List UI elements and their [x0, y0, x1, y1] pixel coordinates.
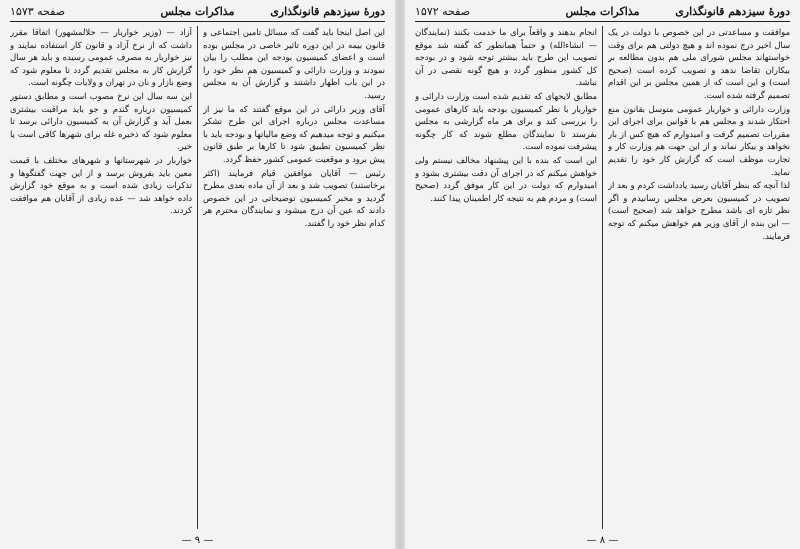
paragraph: لذا آنچه که بنظر آقایان رسید یادداشت کردم و بعد از تصویب در کمیسیون بعرض مجلس رسانیدم و اگر نظر تازه ای باشد مطرح خواهد شد (صحیح است) — این بنده از آقای وزیر هم خواهش میکنم که توجه فرمایند. — [608, 180, 790, 241]
page-header — [10, 4, 385, 20]
column-left — [415, 26, 597, 529]
column-divider — [602, 26, 603, 529]
text-columns — [10, 26, 385, 529]
header-rule — [415, 21, 790, 22]
column-divider — [197, 26, 198, 529]
header-rule — [10, 21, 385, 22]
paragraph: این سه سال این نرخ مصوب است و مطابق دستور کمیسیون درباره گندم و جو باید مراقبت بیشتری بعمل آید و گزارش آن به کمیسیون دارائی برسد تا معلوم شود که ذخیره غله برای شهرها کافی است یا خیر. — [10, 90, 192, 152]
book-gutter — [395, 0, 405, 549]
paragraph: آزاد — (وزیر خواربار — حلالمشهور) اتفاقا مقرر داشت که از نرخ آزاد و قانون کار استفاده نمایند و نیز خواربار به مصرف عمومی رسیده و باید هر سال گزارش کار به مجلس تقدیم گردد تا معلوم شود که وضع بازار و نان در تهران و ولایات چگونه است. — [10, 27, 192, 88]
paragraph: آقای وزیر دارائی در این موقع گفتند که ما نیز از مساعدت مجلس درباره اجرای این طرح تشکر میکنیم و توجه میدهیم که وضع مالیاتها و بودجه باید با نظر کمیسیون تطبیق شود تا کارها بر طبق قانون پیش برود و موقعیت عمومی کشور حفظ گردد. — [203, 103, 385, 164]
paragraph: این اصل اینجا باید گفت که مسائل تامین اجتماعی و قانون بیمه در این دوره تاثیر خاصی در مجلس بوده است و اعضای کمیسیون بودجه این مطلب را بیان نمودند و وزارت دارائی و کمیسیون هم نظر خود را در این باب اظهار داشتند و گزارش آن به مجلس رسید. — [203, 27, 385, 100]
column-right — [203, 26, 385, 529]
session-title: دورهٔ سیزدهم قانونگذاری — [675, 5, 790, 18]
page-number: — ۹ — — [181, 535, 214, 546]
paragraph: رئیس — آقایان موافقین قیام فرمایند (اکثر برخاستند) تصویب شد و بعد از آن ماده بعدی مطرح گردید و مخبر کمیسیون توضیحاتی در این خصوص دادند که عین آن درج میشود و نمایندگان محترم هر کدام نظر خود را گفتند. — [203, 167, 385, 228]
text-columns — [415, 26, 790, 529]
running-title: مذاکرات مجلس — [565, 5, 640, 18]
session-title: دورهٔ سیزدهم قانونگذاری — [270, 5, 385, 18]
paragraph: وزارت دارائی و خواربار عمومی متوسل بقانون منع احتکار شدند و مجلس هم با قوانین برای اجرای این مقررات تصمیم گرفت و امیدوارم که هیچ کس از بار نخواهد و بیکار نماند و از این جهت هم وزارت کار و تجارت موظف است که گزارش کار خود را تقدیم نماید. — [608, 103, 790, 177]
paragraph: خواربار در شهرستانها و شهرهای مختلف با قیمت معین باید بفروش برسد و از این جهت گفتگوها و تذکرات زیادی شده است و به موقع خود گزارش داده خواهد شد — عده زیادی از آقایان هم موافقت کردند. — [10, 154, 192, 216]
paragraph: مطابق لایحهای که تقدیم شده است وزارت دارائی و خواربار با نظر کمیسیون بودجه باید کارهای عمومی را بررسی کند و برای هر ماه گزارشی به مجلس بفرستد تا نمایندگان مطلع شوند که کار چگونه پیشرفت نموده است. — [415, 90, 597, 152]
column-right — [608, 26, 790, 529]
column-left — [10, 26, 192, 529]
running-title: مذاکرات مجلس — [160, 5, 235, 18]
paragraph: این است که بنده با این پیشنهاد مخالف نیستم ولی خواهش میکنم که در اجرای آن دقت بیشتری بشود و امیدوارم که دولت در این کار موفق گردد (صحیح است) و مردم هم به نتیجه کار اطمینان پیدا کنند. — [415, 154, 597, 203]
page-label: صفحه ۱۵۷۲ — [415, 5, 471, 18]
left-page — [0, 0, 395, 549]
paragraph: موافقت و مساعدتی در این خصوص با دولت در یک سال اخیر درج نموده اند و هیچ دولتی هم برای وقت خواستهاند مجلس شورای ملی هم بدون مطالعه بر بیکاران تقاضا ندهد و تصویب کرده است (صحیح است) و این است که از همین مجلس بر این اقدام تصمیم گرفته شده است. — [608, 27, 790, 100]
page-number: — ۸ — — [586, 535, 619, 546]
paragraph: انجام بدهند و واقعاً برای ما خدمت بکنند (نمایندگان — انشاءالله) و حتماً همانطور که گفته شد موقع تصویب این طرح باید بیشتر توجه شود و در بودجه کل کشور منظور گردد و هیچ گونه نقصی در آن نباشد. — [415, 27, 597, 88]
right-page — [405, 0, 800, 549]
page-label: صفحه ۱۵۷۳ — [10, 5, 66, 18]
page-header — [415, 4, 790, 20]
